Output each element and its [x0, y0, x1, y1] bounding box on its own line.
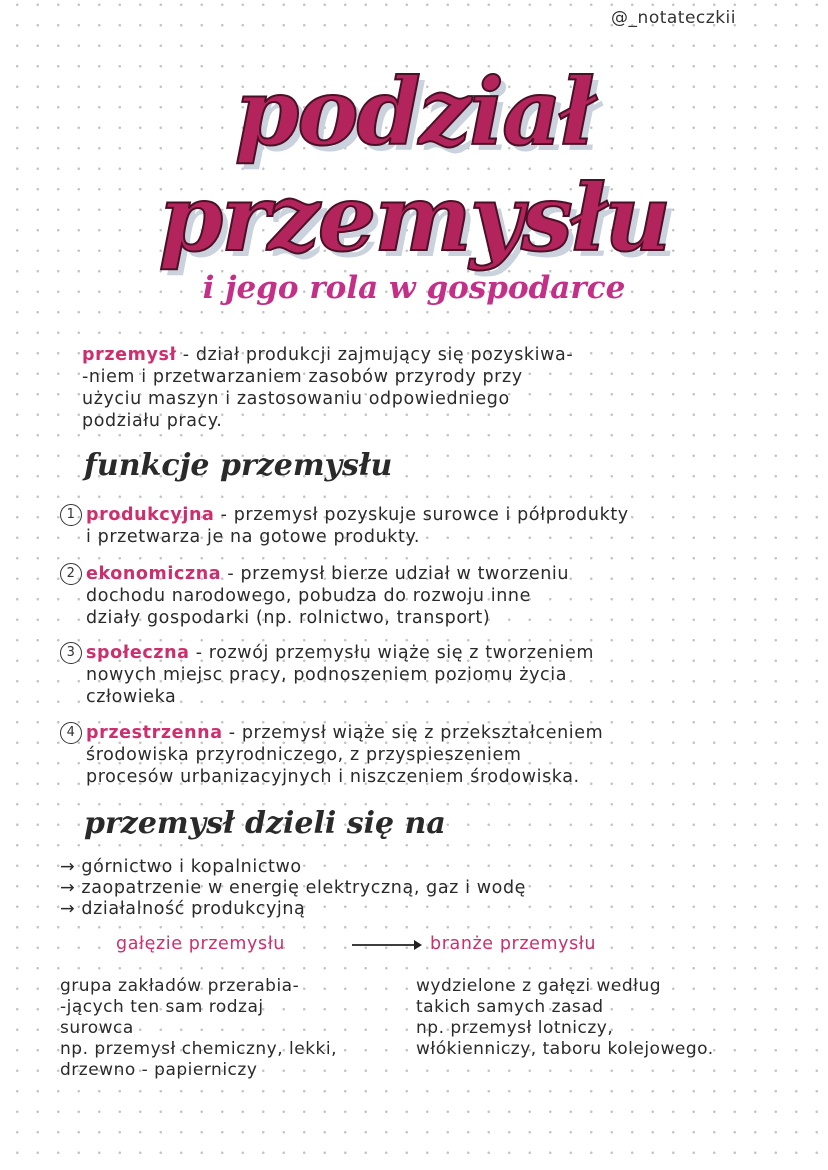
- function-line: nowych miejsc pracy, podnoszeniem poziomu życia: [86, 665, 568, 685]
- list-item: → zaopatrzenie w energię elektryczną, gaz i wodę: [60, 878, 527, 898]
- branches-left-label: gałęzie przemysłu: [116, 934, 285, 954]
- number-badge: 4: [60, 722, 82, 744]
- definition-paragraph: [82, 344, 772, 432]
- function-line: dochodu narodowego, pobudza do rozwoju inne: [86, 586, 531, 606]
- column-line: włókienniczy, taboru kolejowego.: [416, 1039, 714, 1059]
- subtitle: i jego rola w gospodarce: [202, 270, 626, 306]
- definition-line: - dział produkcji zajmujący się pozyskiwa-: [176, 345, 574, 365]
- function-item: [60, 722, 770, 788]
- column-line: takich samych zasad: [416, 997, 604, 1017]
- number-badge: 2: [60, 563, 82, 585]
- divisions-list: [60, 857, 526, 920]
- function-line: - przemysł bierze udział w tworzeniu: [221, 564, 570, 584]
- column-line: surowca: [60, 1018, 134, 1038]
- function-line: i przetwarza je na gotowe produkty.: [86, 527, 421, 547]
- function-term: produkcyjna: [86, 505, 215, 525]
- author-handle: @_notateczkii: [611, 8, 736, 28]
- definition-term: przemysł: [82, 345, 177, 365]
- branches-right-column: [416, 976, 796, 1060]
- divisions-heading: przemysł dzieli się na: [84, 806, 446, 841]
- column-line: -jących ten sam rodzaj: [60, 997, 264, 1017]
- number-badge: 3: [60, 642, 82, 664]
- function-line: człowieka: [86, 687, 177, 707]
- function-item: [60, 642, 770, 708]
- title-line-1: podział: [234, 58, 594, 166]
- list-item: → działalność produkcyjną: [60, 899, 306, 919]
- functions-heading: funkcje przemysłu: [84, 448, 393, 483]
- function-item: [60, 563, 770, 629]
- function-line: działy gospodarki (np. rolnictwo, transport): [86, 608, 491, 628]
- column-line: wydzielone z gałęzi według: [416, 976, 662, 996]
- column-line: grupa zakładów przerabia-: [60, 976, 300, 996]
- definition-line: -niem i przetwarzaniem zasobów przyrody przy: [82, 367, 523, 387]
- branches-left-column: [60, 976, 400, 1081]
- definition-line: użyciu maszyn i zastosowaniu odpowiedniego: [82, 389, 510, 409]
- function-line: - przemysł pozyskuje surowce i półprodukty: [214, 505, 629, 525]
- number-badge: 1: [60, 504, 82, 526]
- function-item: [60, 504, 770, 548]
- arrow-right-icon: [350, 934, 422, 956]
- function-line: - przemysł wiąże się z przekształceniem: [222, 723, 604, 743]
- column-line: drzewno - papierniczy: [60, 1060, 258, 1080]
- column-line: np. przemysł chemiczny, lekki,: [60, 1039, 338, 1059]
- function-term: społeczna: [86, 643, 190, 663]
- function-term: przestrzenna: [86, 723, 223, 743]
- function-term: ekonomiczna: [86, 564, 222, 584]
- title-line-2: przemysłu: [158, 164, 670, 272]
- definition-line: podziału pracy.: [82, 411, 223, 431]
- function-line: procesów urbanizacyjnych i niszczeniem środowiska.: [86, 767, 580, 787]
- branches-right-label: branże przemysłu: [430, 934, 597, 954]
- list-item: → górnictwo i kopalnictwo: [60, 857, 302, 877]
- function-line: - rozwój przemysłu wiąże się z tworzeniem: [189, 643, 595, 663]
- column-line: np. przemysł lotniczy,: [416, 1018, 614, 1038]
- function-line: środowiska przyrodniczego, z przyspieszeniem: [86, 745, 522, 765]
